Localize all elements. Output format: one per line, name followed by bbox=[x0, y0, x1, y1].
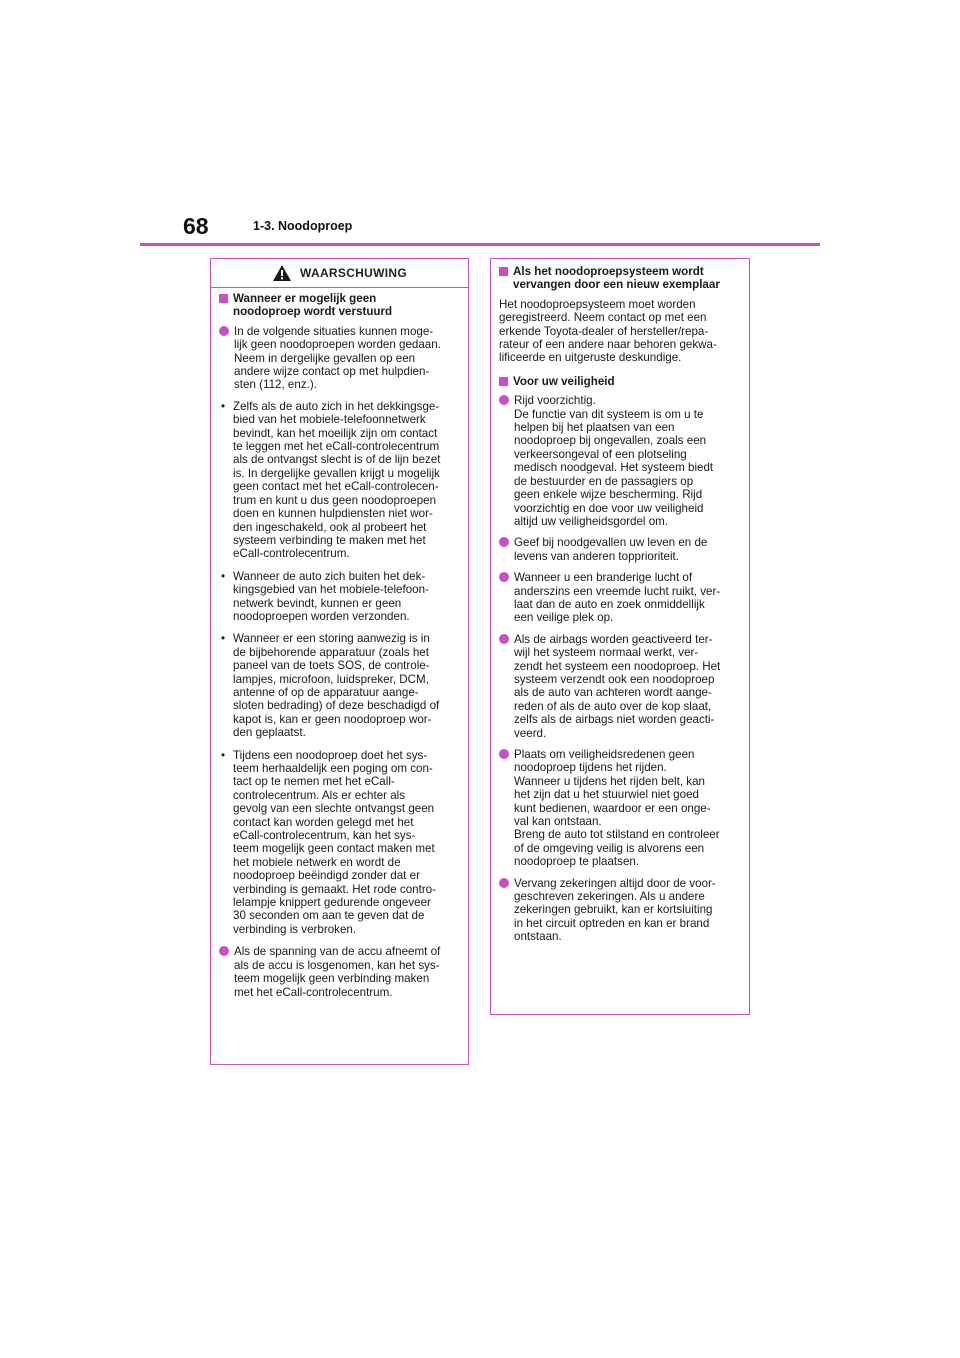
safety-item bbox=[499, 536, 741, 563]
safety-item-text: Wanneer u een branderige lucht of anderszins een vreemde lucht ruikt, ver- laat dan de auto en zoek onmiddellijk een veilige plek op. bbox=[514, 571, 721, 625]
safety-item bbox=[499, 394, 741, 528]
dot-bullet-icon: • bbox=[221, 399, 226, 413]
info-box bbox=[490, 258, 750, 1015]
warning-last bbox=[219, 945, 460, 999]
safety-item-text: Vervang zekeringen altijd door de voor- geschreven zekeringen. Als u andere zekeringen gebruikt, kan er kortsluiting in het circuit optreden en kan er brand ontstaan. bbox=[514, 876, 716, 944]
safety-item-text: Als de airbags worden geactiveerd ter- wijl het systeem normaal werkt, ver- zendt het systeem een noodoproep. Het systeem verzendt ook een noodoproep als de auto van achteren wordt aange- reden of als de auto over de kop slaat, zelfs als de airbags niet worden geacti- veerd. bbox=[514, 632, 721, 740]
section-title: 1-3. Noodoproep bbox=[253, 219, 353, 233]
list-item-text: Zelfs als de auto zich in het dekkingsge- bied van het mobiele-telefoonnetwerk bevindt, kan het moeilijk zijn om contact te leggen met het eCall-controlecentrum als de ontvangst slecht is of de lijn bezet is. In dergelijke gevallen krijgt u mogelijk geen contact met het eCall-controlecen- trum en kunt u dus geen noodoproepen doen en kunnen hulpdiensten niet wor- den ingeschakeld, ook al probeert het systeem verbinding te maken met het eCall-controlecentrum. bbox=[233, 399, 441, 561]
safety-heading-text: Voor uw veiligheid bbox=[513, 374, 615, 388]
page-number: 68 bbox=[183, 213, 209, 239]
square-bullet-icon bbox=[499, 267, 508, 276]
dot-bullet-icon: • bbox=[221, 748, 226, 762]
list-item bbox=[219, 749, 460, 937]
square-bullet-icon bbox=[219, 294, 228, 303]
safety-item bbox=[499, 748, 741, 869]
safety-item bbox=[499, 633, 741, 740]
safety-item-text: Rijd voorzichtig. De functie van dit systeem is om u te helpen bij het plaatsen van een noodoproep bij ongevallen, zoals een verkeersongeval of een plotseling medisch noodgeval. Het systeem biedt de bestuurder en de passagiers op geen enkele wijze bescherming. Rijd voorzichtig en doe voor uw veiligheid altijd uw veiligheidsgordel om. bbox=[514, 394, 714, 528]
safety-heading bbox=[499, 375, 741, 388]
warning-intro bbox=[219, 325, 460, 392]
dot-bullet-icon: • bbox=[221, 632, 226, 646]
warning-header bbox=[211, 259, 468, 288]
circle-bullet-icon bbox=[499, 878, 509, 888]
circle-bullet-icon bbox=[499, 395, 509, 405]
list-item bbox=[219, 632, 460, 739]
replacement-heading bbox=[499, 265, 741, 292]
warning-heading bbox=[219, 292, 460, 319]
list-item-text: Wanneer de auto zich buiten het dek- kingsgebied van het mobiele-telefoon- netwerk bevindt, kunnen er geen noodoproepen worden verzonden. bbox=[233, 569, 429, 623]
circle-bullet-icon bbox=[499, 749, 509, 759]
circle-bullet-icon bbox=[219, 946, 229, 956]
safety-item bbox=[499, 877, 741, 944]
circle-bullet-icon bbox=[499, 634, 509, 644]
replacement-heading-text: Als het noodoproepsysteem wordt vervangen door een nieuw exemplaar bbox=[513, 265, 720, 292]
safety-item-text: Geef bij noodgevallen uw leven en de levens van anderen topprioriteit. bbox=[514, 536, 708, 563]
warning-last-text: Als de spanning van de accu afneemt of als de accu is losgenomen, kan het sys- teem mogelijk geen verbinding maken met het eCall-controlecentrum. bbox=[234, 945, 441, 999]
header-rule bbox=[140, 243, 820, 246]
list-item bbox=[219, 400, 460, 561]
circle-bullet-icon bbox=[499, 537, 509, 547]
safety-item-text: Plaats om veiligheidsredenen geen noodoproep tijdens het rijden. Wanneer u tijdens het rijden belt, kan het zijn dat u het stuurwiel niet goed kunt bedienen, waardoor er een onge- val kan ontstaan. Breng de auto tot stilstand en controleer of de omgeving veilig is alvorens een noodoproep te plaatsen. bbox=[514, 748, 720, 869]
warning-triangle-icon bbox=[272, 264, 292, 282]
dot-bullet-icon: • bbox=[221, 569, 226, 583]
square-bullet-icon bbox=[499, 377, 508, 386]
warning-box bbox=[210, 258, 469, 1065]
circle-bullet-icon bbox=[219, 326, 229, 336]
replacement-text: Het noodoproepsysteem moet worden geregistreerd. Neem contact op met een erkende Toyota-dealer of hersteller/repa- rateur of een andere naar behoren gekwa- lificeerde en uitgeruste deskundige. bbox=[499, 297, 717, 365]
circle-bullet-icon bbox=[499, 572, 509, 582]
warning-heading-text: Wanneer er mogelijk geen noodoproep wordt verstuurd bbox=[233, 292, 393, 319]
list-item-text: Tijdens een noodoproep doet het sys- teem herhaaldelijk een poging om con- tact op te nemen met het eCall- controlecentrum. Als er echter als gevolg van een slechte ontvangst geen contact kan worden gelegd met het eCall-controlecentrum, kan het sys- teem mogelijk geen contact maken met het mobiele netwerk en wordt de noodoproep beëindigd zonder dat er verbinding is gemaakt. Het rode contro- lelampje knippert gedurende ongeveer 30 seconden om aan te geven dat de verbinding is verbroken. bbox=[233, 748, 436, 936]
list-item-text: Wanneer er een storing aanwezig is in de bijbehorende apparatuur (zoals het paneel van de toets SOS, de controle- lampjes, microfoon, luidspreker, DCM, antenne of op de apparatuur aange- sloten bedrading) of deze beschadigd of kapot is, kan er geen noodoproep wor- den geplaatst. bbox=[233, 632, 440, 740]
safety-item bbox=[499, 571, 741, 625]
list-item bbox=[219, 570, 460, 624]
warning-intro-text: In de volgende situaties kunnen moge- lijk geen noodoproepen worden gedaan. Neem in dergelijke gevallen op een andere wijze contact op met hulpdien- sten (112, enz.). bbox=[234, 324, 441, 392]
warning-title: WAARSCHUWING bbox=[300, 266, 407, 280]
